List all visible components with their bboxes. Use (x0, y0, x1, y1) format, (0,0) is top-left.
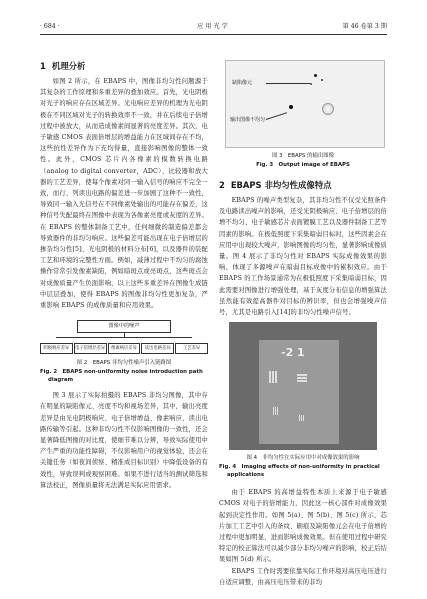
right-column (219, 60, 387, 588)
figure-4-image (229, 322, 377, 450)
fig2-source-box: 工艺差异 (175, 343, 208, 354)
fig2-source-box: 读出电路差异 (141, 343, 174, 354)
paragraph-noise-characteristics: EBAPS 的噪声类型复杂，其非均匀性不仅受光照条件及电路读出噪声的影响，还受光阴极响应、电子倍增层的倍增不均匀、电子敏感芯片表面镀膜工艺以及器件制备工艺等因素的影响。在极低照度下采集暗弱目标时，这些因素会在应用中出现较大噪声，影响图像的均匀性，显著影响成像质量。图 4 展示了非均匀性对 EBAPS 实际成像效果的影响，体现了多源噪声在暗弱目标成像中的累积效应。由于 EBAPS 的工作场景通常为在极低照度下采集暗弱目标，因此需要对图像进行增强处理，基于灰度分布信息的增强算法虽然能有效提高器件对目标的辨识率，但也会增强噪声信号，尤其是电路引入[14]的非均匀性噪声信号。 (219, 197, 387, 317)
paragraph-mechanism: 如图 2 所示，在 EBAPS 中，图像非均匀性问题源于其复杂的工作原理和多重差异的叠加效应。首先，光电阴极对光子的响应存在区域差异。光电响应差异的机理为光电阴极在不同区域对光子的转换效率不一致，并在后续电子倍增过程中被放大，从而造成像素间显著的亮度差异。其次，电子敏感 CMOS 表面倍增层的增益能力在区域间存在不均，这些抗性差异作为下充均得量，直接影响图像的整体一致性。此外，CMOS 芯片内各像素的模数转换电路（analog to digital converter，ADC）、比较器和放大器的工艺差异，使每个像素对同一输入信号的响应不完全一致，而行、列读出电路的偏差进一步加剧了这种不一致性，导致同一输入光信号在不同像素处输出的可能存在偏差，这种信号失配最终在图像中表现为各像素亮度或灰度的差异。在 EBAPS 的整体制备工艺中，任何细微的制造偏差都会导致器件的非均匀响应。这些偏差可能出现在电子倍增层的掺杂均匀性[5]、光电阴极的材料分布[6]，以及器件的装配工艺和环境的完整性方面。例如，减薄过程中不均匀的腐蚀操作常常引发像素缺陷，例如暗斑点或亮斑点，这些斑点会对成像质量产生负面影响，以上这些多重差异在图像生成链中层层叠加，使得 EBAPS 的图像非均匀性更加复杂，严重影响 EBAPS 的成像质量和应用效果。 (40, 78, 208, 310)
figure-3-caption-cn: 图 3 EBAPS 的输出图像 (271, 153, 335, 159)
fig2-noise-box: 图像中的噪声 (77, 320, 171, 333)
bright-spot (322, 103, 334, 115)
paragraph-high-voltage: EBAPS 工作时需要依靠实际工作环境对高压电压进行自适应调整，由高压电压带来的非均 (219, 567, 387, 586)
leader-line (266, 83, 310, 84)
issue-info: 第 46 卷第 3 期 (342, 23, 387, 30)
section-1-title: 机理分析 (51, 61, 86, 71)
fig2-source-box: 像素响应差异 (108, 343, 141, 354)
chart-bars (273, 400, 279, 419)
fig2-source-row (40, 343, 208, 354)
page-number: · 684 · (40, 23, 60, 30)
label-nonuniform-output: 输出图像不均匀 (230, 117, 266, 123)
running-header (40, 22, 387, 32)
figure-4-caption (219, 454, 387, 479)
section-2-title: EBAPS 非均匀性成像特点 (230, 180, 332, 190)
figure-4-caption-en: Fig. 4 Imaging effects of non-uniformity in practical applications (219, 464, 380, 479)
label-defect-pixel: 缺陷像元 (232, 80, 253, 86)
paragraph-cmos-gain: 由于 EBAPS 的高增益特性本质上来源于电子敏感 CMOS 对电子的倍增能力，因此这一核心部件对成像效果起到决定性作用。如图 5(a)、图 5(b)、图 5(c) 所示，芯片加工工艺中引入的条纹、刷痕及缺陷像元会在电子倍增的过程中更加明显，进而影响成像效果。但在使用过程中研究特定的校正算法可以减少部分非均匀噪声的影响，校正后结果如图 5(d) 所示。 (219, 489, 387, 564)
chart-bars (297, 374, 308, 382)
section-1-heading (40, 60, 208, 72)
chart-bars (269, 368, 278, 387)
journal-name: 应用光学 (197, 23, 230, 30)
figure-2-caption-en: Fig. 2 EBAPS non-uniformity noise introduction path diagram (40, 369, 203, 384)
chart-bars (299, 406, 305, 425)
fig2-source-box: 阴极响应差异 (40, 343, 73, 354)
section-2-number: 2 (219, 180, 225, 190)
defect-pixel-dot (321, 79, 323, 81)
fig2-source-box: 电子倍增层差异 (74, 343, 107, 354)
figure-3-caption (219, 152, 387, 169)
section-1-number: 1 (40, 61, 46, 71)
defect-pixel-dot (314, 74, 317, 77)
chart-group-number: -2 1 (281, 346, 305, 360)
section-2-heading (219, 179, 387, 191)
defect-pixel-dot (289, 105, 293, 109)
figure-4-caption-cn: 图 4 非均匀性在实际应用中对成像效果的影响 (246, 455, 360, 462)
defect-pixel-dot (310, 83, 312, 85)
leader-line (266, 112, 287, 120)
header-rule (40, 34, 387, 35)
figure-2-caption (40, 359, 208, 384)
paragraph-fig3-description: 图 3 展示了实际拍摄的 EBAPS 非均匀图像，其中存在明显的缺陷像元、亮度不均和视场差异，其中，输出亮度差异是由光电阴极响应、电子倍增增益、像素响应、读出电路传输等引起。这种非均匀性不仅影响图像的一致性，还会显著降低图像的对比度，使细节难以分辨，导致实际使用中产生严重的功能性障碍，不仅影响用户的视觉体验，还会在关键任务（如夜间侦察、精准成目标识别）中降低设备的有效性，导致误判或观察困难。如果不进行适当的测试筛选和算法校正，图像质量将无法满足实际应用需求。 (40, 392, 208, 489)
fig2-connector (40, 333, 208, 343)
figure-3-caption-en: Fig. 3 Output image of EBAPS (256, 162, 350, 168)
figure-2 (40, 320, 208, 354)
left-column (40, 60, 208, 491)
figure-2-caption-cn: 图 2 EBAPS 非均匀性噪声引入链路图 (76, 360, 172, 367)
figure-3-image (225, 60, 385, 148)
